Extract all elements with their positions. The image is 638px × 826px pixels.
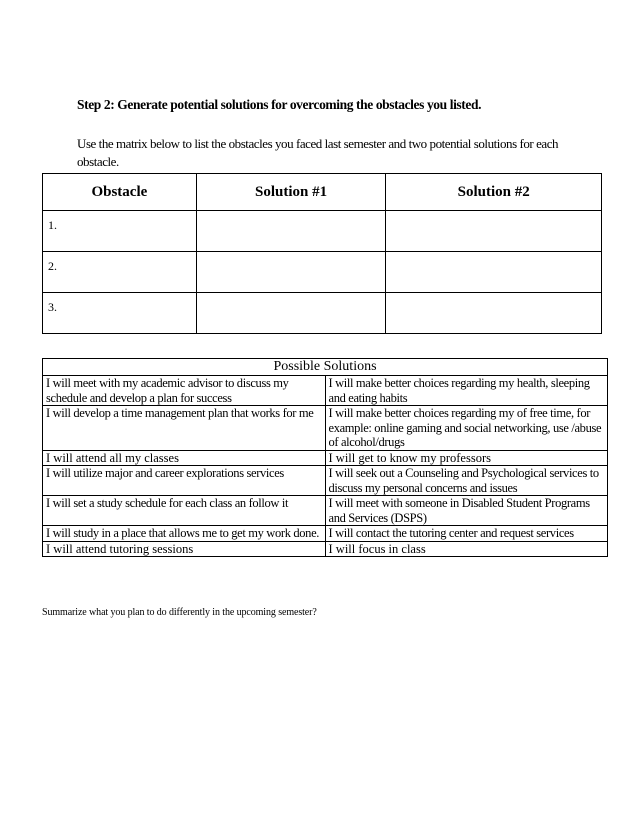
- solution-option: I will get to know my professors: [325, 450, 608, 466]
- solution-option: I will attend tutoring sessions: [43, 541, 326, 557]
- solution-option: I will meet with someone in Disabled Student Programs and Services (DSPS): [325, 496, 608, 526]
- matrix-row: [43, 211, 602, 252]
- solution-option: I will set a study schedule for each class an follow it: [43, 496, 326, 526]
- solutions-row: [43, 376, 608, 406]
- solutions-row: [43, 496, 608, 526]
- step-title: Step 2: Generate potential solutions for overcoming the obstacles you listed.: [77, 97, 482, 112]
- solution-2-cell[interactable]: [386, 211, 602, 252]
- instructions: Use the matrix below to list the obstacles you faced last semester and two potential solutions for each obstacle.: [77, 136, 559, 169]
- header-obstacle: Obstacle: [43, 174, 197, 211]
- solution-option: I will focus in class: [325, 541, 608, 557]
- solution-1-cell[interactable]: [196, 211, 386, 252]
- solutions-row: [43, 541, 608, 557]
- obstacle-cell[interactable]: 1.: [43, 211, 197, 252]
- matrix-header-row: [43, 174, 602, 211]
- solutions-row: [43, 450, 608, 466]
- obstacle-matrix: [42, 173, 602, 334]
- solution-option: I will contact the tutoring center and request services: [325, 526, 608, 542]
- solution-option: I will utilize major and career explorations services: [43, 466, 326, 496]
- summary-prompt: Summarize what you plan to do differently in the upcoming semester?: [42, 607, 317, 618]
- solution-option: I will develop a time management plan that works for me: [43, 406, 326, 451]
- solution-option: I will attend all my classes: [43, 450, 326, 466]
- solution-option: I will seek out a Counseling and Psychological services to discuss my personal concerns and issues: [325, 466, 608, 496]
- solution-1-cell[interactable]: [196, 293, 386, 334]
- solution-option: I will study in a place that allows me to get my work done.: [43, 526, 326, 542]
- obstacle-cell[interactable]: 3.: [43, 293, 197, 334]
- solution-2-cell[interactable]: [386, 252, 602, 293]
- solution-1-cell[interactable]: [196, 252, 386, 293]
- solution-option: I will make better choices regarding my health, sleeping and eating habits: [325, 376, 608, 406]
- solutions-row: [43, 406, 608, 451]
- solution-option: I will meet with my academic advisor to discuss my schedule and develop a plan for success: [43, 376, 326, 406]
- solutions-title-row: [43, 359, 608, 376]
- header-solution-2: Solution #2: [386, 174, 602, 211]
- obstacle-cell[interactable]: 2.: [43, 252, 197, 293]
- solution-option: I will make better choices regarding my of free time, for example: online gaming and social networking, use /abuse of alcohol/drugs: [325, 406, 608, 451]
- possible-solutions-table: [42, 358, 608, 557]
- header-solution-1: Solution #1: [196, 174, 386, 211]
- solution-2-cell[interactable]: [386, 293, 602, 334]
- matrix-row: [43, 293, 602, 334]
- solutions-row: [43, 466, 608, 496]
- matrix-row: [43, 252, 602, 293]
- solutions-row: [43, 526, 608, 542]
- possible-solutions-title: Possible Solutions: [43, 359, 608, 376]
